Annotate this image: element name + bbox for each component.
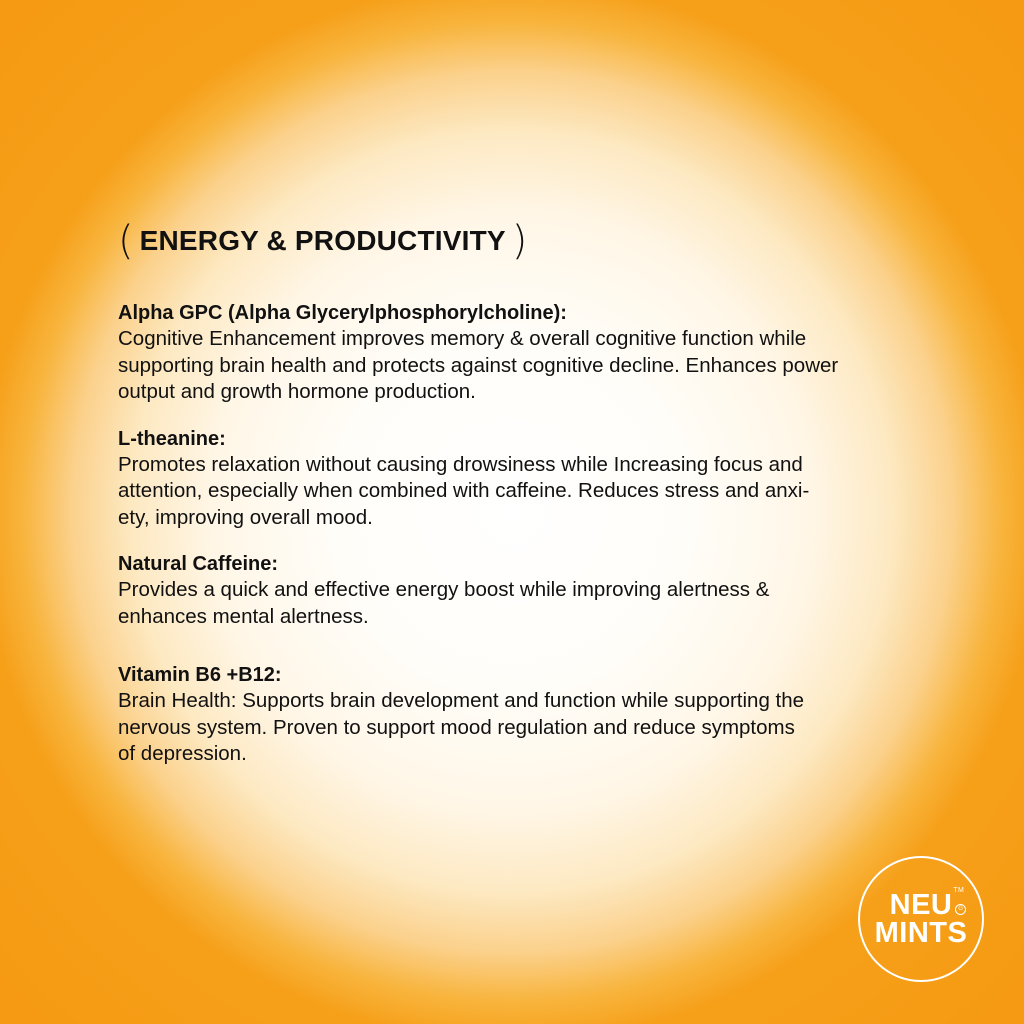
ingredient-l-theanine	[118, 426, 958, 532]
neumints-logo	[858, 856, 984, 982]
logo-word-mints: MINTS	[874, 917, 968, 949]
ingredient-description: Brain Health: Supports brain development and function while supporting the nervous system. Proven to support mood regulation and reduce symptoms of depression.	[118, 689, 805, 765]
registered-mark: G	[955, 904, 966, 915]
ingredient-title: Vitamin B6 +B12:	[118, 664, 282, 686]
logo-word-neu: NEU	[889, 889, 953, 921]
logo-line-mints	[875, 919, 968, 947]
ingredient-title: Natural Caffeine:	[118, 553, 279, 575]
ingredient-title: L-theanine:	[118, 427, 226, 450]
heading-close-paren: )	[511, 218, 528, 264]
ingredient-description: Cognitive Enhancement improves memory & overall cognitive function while supporting brain health and protects against cognitive decline. Enhances power output and growth hormone production.	[118, 327, 839, 403]
ingredient-description: Provides a quick and effective energy boost while improving alertness & enhances mental alertness.	[118, 578, 770, 628]
ingredient-natural-caffeine	[118, 551, 958, 630]
ingredient-description: Promotes relaxation without causing drowsiness while Increasing focus and attention, especially when combined with caffeine. Reduces stress and anxi- ety, improving overall mood.	[118, 452, 810, 529]
content-panel	[118, 218, 958, 788]
ingredient-title: Alpha GPC (Alpha Glycerylphosphorylcholine):	[118, 302, 567, 324]
page-heading	[118, 218, 958, 264]
ingredient-alpha-gpc	[118, 300, 958, 406]
ingredient-vitamin-b6-b12	[118, 662, 958, 768]
trademark-mark: TM	[953, 887, 965, 894]
logo-line-neu	[889, 887, 965, 921]
heading-title: ENERGY & PRODUCTIVITY	[139, 225, 506, 256]
heading-open-paren: (	[118, 218, 134, 264]
